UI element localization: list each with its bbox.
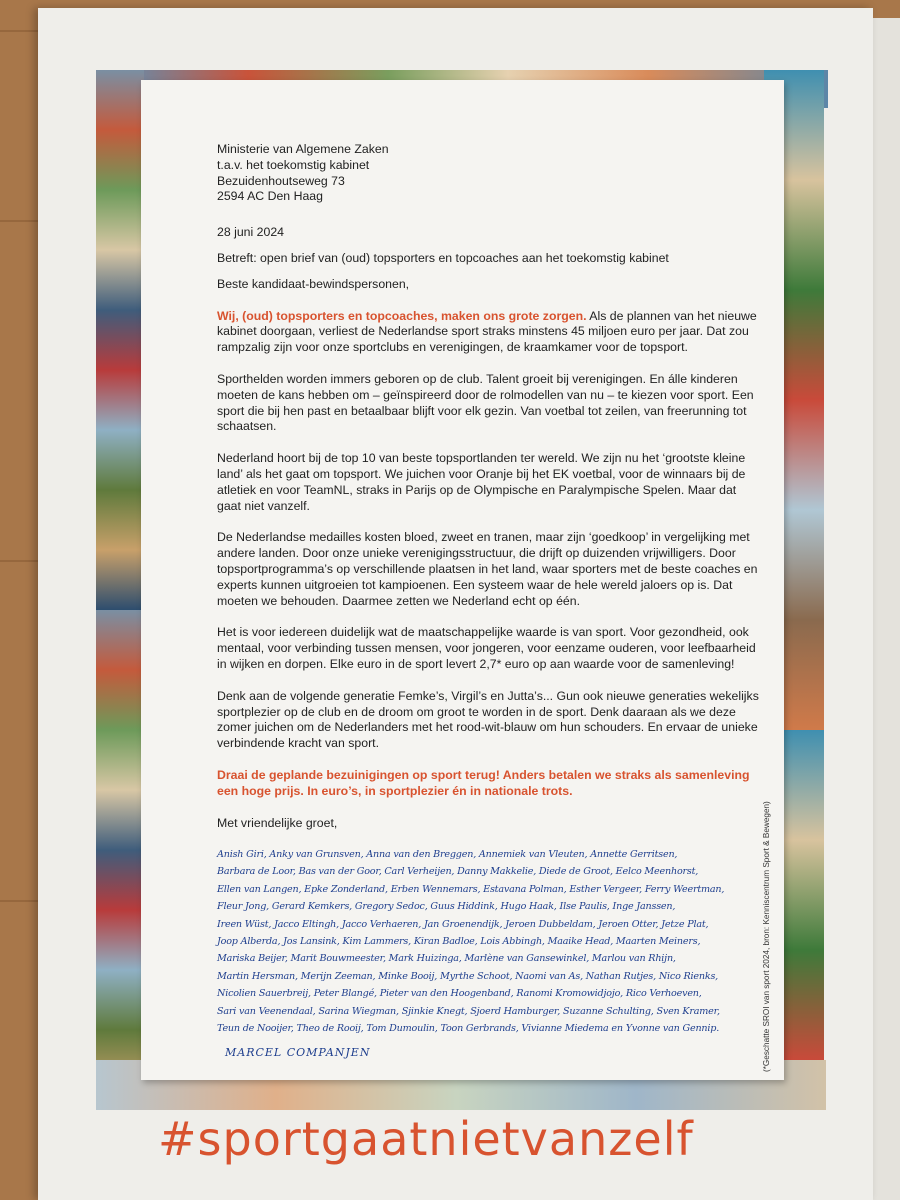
paragraph-1-text: Als de plannen van het nieuwe kabinet doorgaan, verliest de Nederlandse sport straks minstens 45 miljoen euro per jaar. Dat zou rampzalig zijn voor onze sportclubs en verenigingen, de kraamkamer voor de topsport.: [217, 308, 757, 355]
signer-line: Martin Hersman, Merijn Zeeman, Minke Booij, Myrthe Schoot, Naomi van As, Nathan Rutjes, Nico Rienks,: [217, 970, 719, 982]
signer-line: Sari van Veenendaal, Sarina Wiegman, Sjinkie Knegt, Sjoerd Hamburger, Suzanne Schulting, Sven Kramer,: [217, 1005, 720, 1017]
letter-closing: Met vriendelijke groet,: [217, 815, 338, 830]
paragraph-1-lead: Wij, (oud) topsporters en topcoaches, maken ons grote zorgen.: [217, 308, 587, 323]
paragraph-3: Nederland hoort bij de top 10 van beste topsportlanden ter wereld. We zijn nu het ‘grootste kleine land’ als het gaat om topsport. We juichen voor Oranje bij het EK voetbal, voor de winnaars bij de atletiek en voor TeamNL, straks in Parijs op de Olympische en Paralympische Spelen. Maar dat gaat niet vanzelf.: [217, 451, 746, 513]
signer-line: Nicolien Sauerbreij, Peter Blangé, Pieter van den Hoogenband, Ranomi Kromowidjojo, Rico Verhoeven,: [217, 988, 702, 1000]
sport-photo-strip-left: [96, 70, 144, 1070]
letter-date: 28 juni 2024: [217, 225, 285, 240]
handwritten-signature: MARCEL COMPANJEN: [225, 1046, 371, 1059]
address-line: Bezuidenhoutseweg 73: [217, 173, 345, 188]
address-line: t.a.v. het toekomstig kabinet: [217, 157, 370, 172]
signer-line: Teun de Nooijer, Theo de Rooij, Tom Dumoulin, Toon Gerbrands, Vivianne Miedema en Yvonne van Gennip.: [217, 1023, 720, 1035]
signer-list: [217, 846, 737, 1037]
signer-line: Fleur Jong, Gerard Kemkers, Gregory Sedoc, Guus Hiddink, Hugo Haak, Ilse Paulis, Inge Janssen,: [217, 901, 676, 913]
paragraph-1: [217, 309, 762, 356]
campaign-hashtag: #sportgaatnietvanzelf: [158, 1112, 694, 1166]
signer-line: Ellen van Langen, Epke Zonderland, Erben Wennemars, Estavana Polman, Esther Vergeer, Ferry Weertman,: [217, 883, 725, 895]
letter-body: [217, 142, 762, 831]
footnote-source: (*Geschatte SROI van sport 2024, bron: Kenniscentrum Sport & Bewegen): [762, 801, 771, 1072]
address-line: Ministerie van Algemene Zaken: [217, 142, 389, 156]
signer-line: Ireen Wüst, Jacco Eltingh, Jacco Verhaeren, Jan Groenendijk, Jeroen Dubbeldam, Jeroen Otter, Jetze Plat,: [217, 918, 709, 930]
call-to-action: Draai de geplande bezuinigingen op sport terug! Anders betalen we straks als samenleving een hoge prijs. In euro’s, in sportplezier én in nationale trots.: [217, 767, 750, 798]
open-letter: [141, 80, 784, 1080]
signer-line: Barbara de Loor, Bas van der Goor, Carl Verheijen, Danny Makkelie, Diede de Groot, Eelco Meenhorst,: [217, 866, 699, 878]
paragraph-4: De Nederlandse medailles kosten bloed, zweet en tranen, maar zijn ‘goedkoop’ in vergelijking met andere landen. Door onze unieke verenigingsstructuur, die drijft op duizenden vrijwilligers. Door topsportprogramma’s op verschillende plaatsen in het land, waar sporters met de beste coaches en experts kunnen uitgroeien tot kampioenen. Een systeem waar de hele wereld jaloers op is. Dat moeten we behouden. Daarmee zetten we Nederland echt op één.: [217, 530, 758, 608]
recipient-address: [217, 142, 762, 205]
signer-line: Anish Giri, Anky van Grunsven, Anna van den Breggen, Annemiek van Vleuten, Annette Gerritsen,: [217, 849, 678, 860]
signer-line: Joop Alberda, Jos Lansink, Kim Lammers, Kiran Badloe, Lois Abbingh, Maaike Head, Maarten Meiners,: [217, 936, 701, 948]
letter-subject: Betreft: open brief van (oud) topsporters en topcoaches aan het toekomstig kabinet: [217, 250, 669, 265]
address-line: 2594 AC Den Haag: [217, 189, 323, 204]
paragraph-6: Denk aan de volgende generatie Femke’s, Virgil’s en Jutta’s... Gun ook nieuwe generaties wekelijks sportplezier op de club en de droom om groot te worden in de sport. Denk daaraan als we deze zomer juichen om de Nederlanders met het rood-wit-blauw om hun schouders. En ervaar de unieke verbindende kracht van sport.: [217, 688, 759, 751]
paragraph-5: Het is voor iedereen duidelijk wat de maatschappelijke waarde is van sport. Voor gezondheid, ook mentaal, voor verbinding tussen mensen, voor jongeren, voor eenzame ouderen, voor leefbaarheid in wijken en dorpen. Elke euro in de sport levert 2,7* euro op aan waarde voor de samenleving!: [217, 625, 756, 671]
signer-line: Mariska Beijer, Marit Bouwmeester, Mark Huizinga, Marlène van Gansewinkel, Marlou van Rhijn,: [217, 953, 676, 965]
paragraph-2: Sporthelden worden immers geboren op de club. Talent groeit bij verenigingen. En álle kinderen moeten de kans hebben om – geïnspireerd door de rolmodellen van nu – te kiezen voor sport. Een sport die bij hen past en betaalbaar blijft voor elk gezin. Van voetbal tot zeilen, van freerunning tot schaatsen.: [217, 371, 754, 434]
letter-salutation: Beste kandidaat-bewindspersonen,: [217, 276, 410, 291]
